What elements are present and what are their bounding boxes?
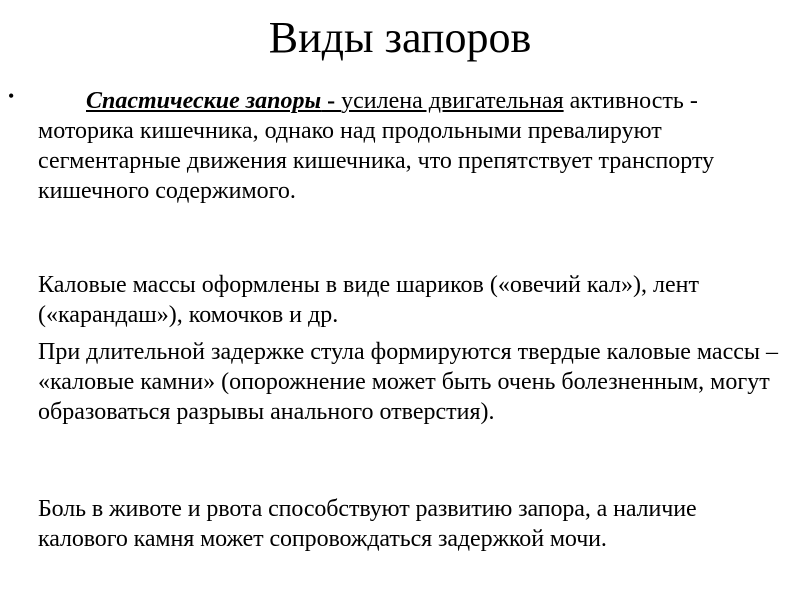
bullet-icon: • [8, 86, 15, 106]
paragraph-stool-form: Каловые массы оформлены в виде шариков («овечий кал»), лент («карандаш»), комочков и др. [38, 272, 699, 328]
paragraph-spastic-definition [38, 86, 790, 206]
term-spastic: Спастические запоры [86, 88, 322, 114]
slide-title: Виды запоров [268, 13, 532, 62]
term-dash: - [321, 88, 342, 114]
definition-start: усилена двигательная [341, 88, 564, 114]
paragraph-pain-vomiting: Боль в животе и рвота способствуют развитию запора, а наличие калового камня может сопровождаться задержкой мочи. [38, 496, 697, 552]
paragraph-stool-stones: При длительной задержке стула формируются твердые каловые массы – «каловые камни» (опорожнение может быть очень болезненным, могут образоваться разрывы анального отверстия). [38, 339, 778, 425]
definition-body: активность - моторика кишечника, однако над продольными превалируют сегментарные движения кишечника, что препятствует транспорту кишечного содержимого. [38, 88, 715, 204]
